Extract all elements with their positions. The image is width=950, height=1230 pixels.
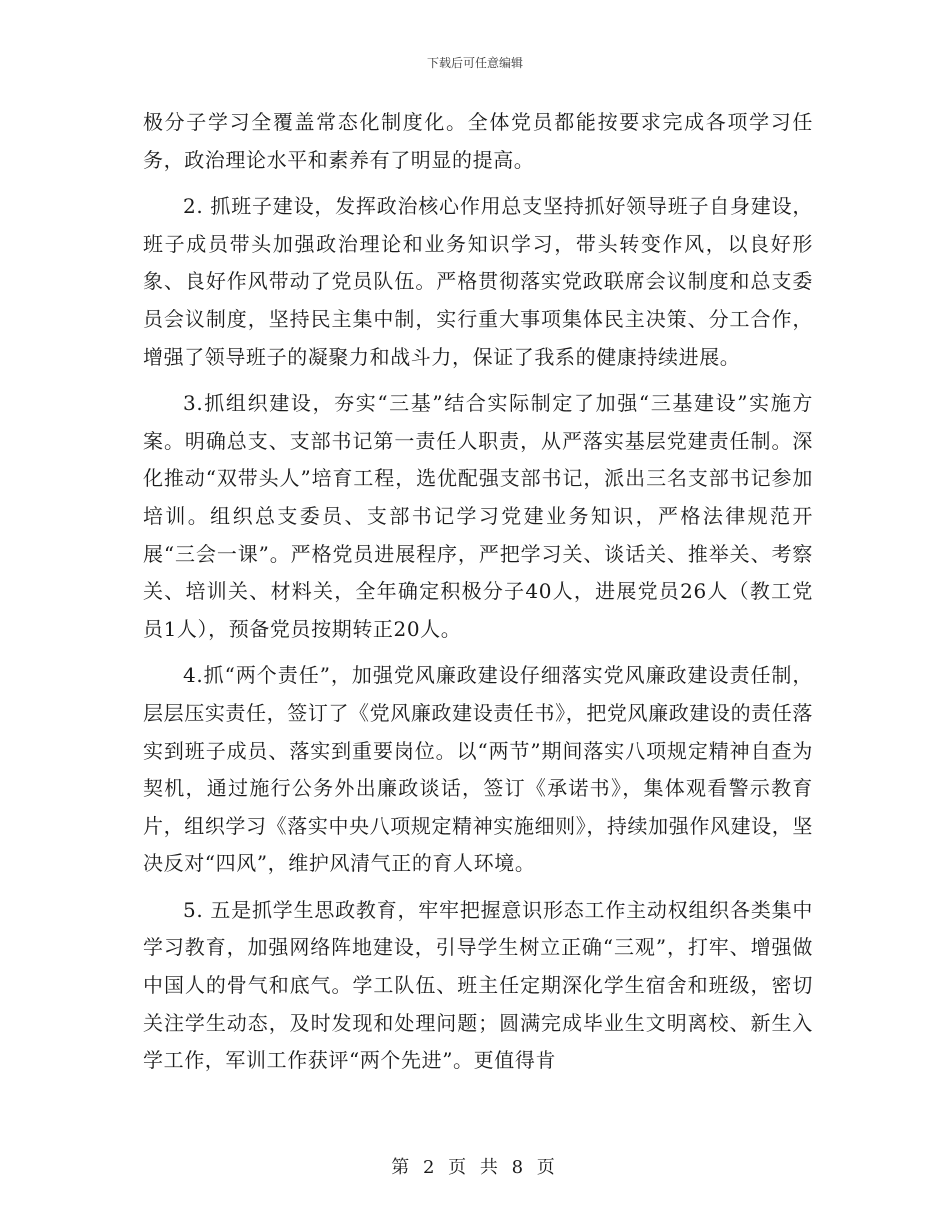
paragraph-item-2: 2. 抓班子建设，发挥政治核心作用总支坚持抓好领导班子自身建设，班子成员带头加强政治理论和业务知识学习，带头转变作风，以良好形象、良好作风带动了党员队伍。严格贯彻落实党政联席会议制度和总支委员会议制度，坚持民主集中制，实行重大事项集体民主决策、分工合作，增强了领导班子的凝聚力和战斗力，保证了我系的健康持续进展。 bbox=[143, 194, 813, 369]
page-header-note: 下载后可任意编辑 bbox=[426, 56, 523, 70]
paragraph-item-3: 3.抓组织建设，夯实“三基”结合实际制定了加强“三基建设”实施方案。明确总支、支部书记第一责任人职责，从严落实基层党建责任制。深化推动“双带头人”培育工程，选优配强支部书记，派出三名支部书记参加培训。组织总支委员、支部书记学习党建业务知识，严格法律规范开展“三会一课”。严格党员进展程序，严把学习关、谈话关、推举关、考察关、培训关、材料关，全年确定积极分子40人，进展党员26人（教工党员1人），预备党员按期转正20人。 bbox=[143, 391, 813, 641]
page-number-footer: 第 2 页 共 8 页 bbox=[391, 1157, 559, 1178]
paragraph-continuation: 极分子学习全覆盖常态化制度化。全体党员都能按要求完成各项学习任务，政治理论水平和素养有了明显的提高。 bbox=[143, 110, 813, 172]
document-body bbox=[143, 104, 813, 1089]
paragraph-item-5: 5. 五是抓学生思政教育，牢牢把握意识形态工作主动权组织各类集中学习教育，加强网络阵地建设，引导学生树立正确“三观”，打牢、增强做中国人的骨气和底气。学工队伍、班主任定期深化学生宿舍和班级，密切关注学生动态，及时发现和处理问题；圆满完成毕业生文明离校、新生入学工作，军训工作获评“两个先进”。更值得肯 bbox=[143, 897, 813, 1073]
paragraph-item-4: 4.抓“两个责任”，加强党风廉政建设仔细落实党风廉政建设责任制，层层压实责任，签订了《党风廉政建设责任书》，把党风廉政建设的责任落实到班子成员、落实到重要岗位。以“两节”期间落实八项规定精神自查为契机，通过施行公务外出廉政谈话，签订《承诺书》，集体观看警示教育片，组织学习《落实中央八项规定精神实施细则》，持续加强作风建设，坚决反对“四风”，维护风清气正的育人环境。 bbox=[143, 663, 813, 876]
